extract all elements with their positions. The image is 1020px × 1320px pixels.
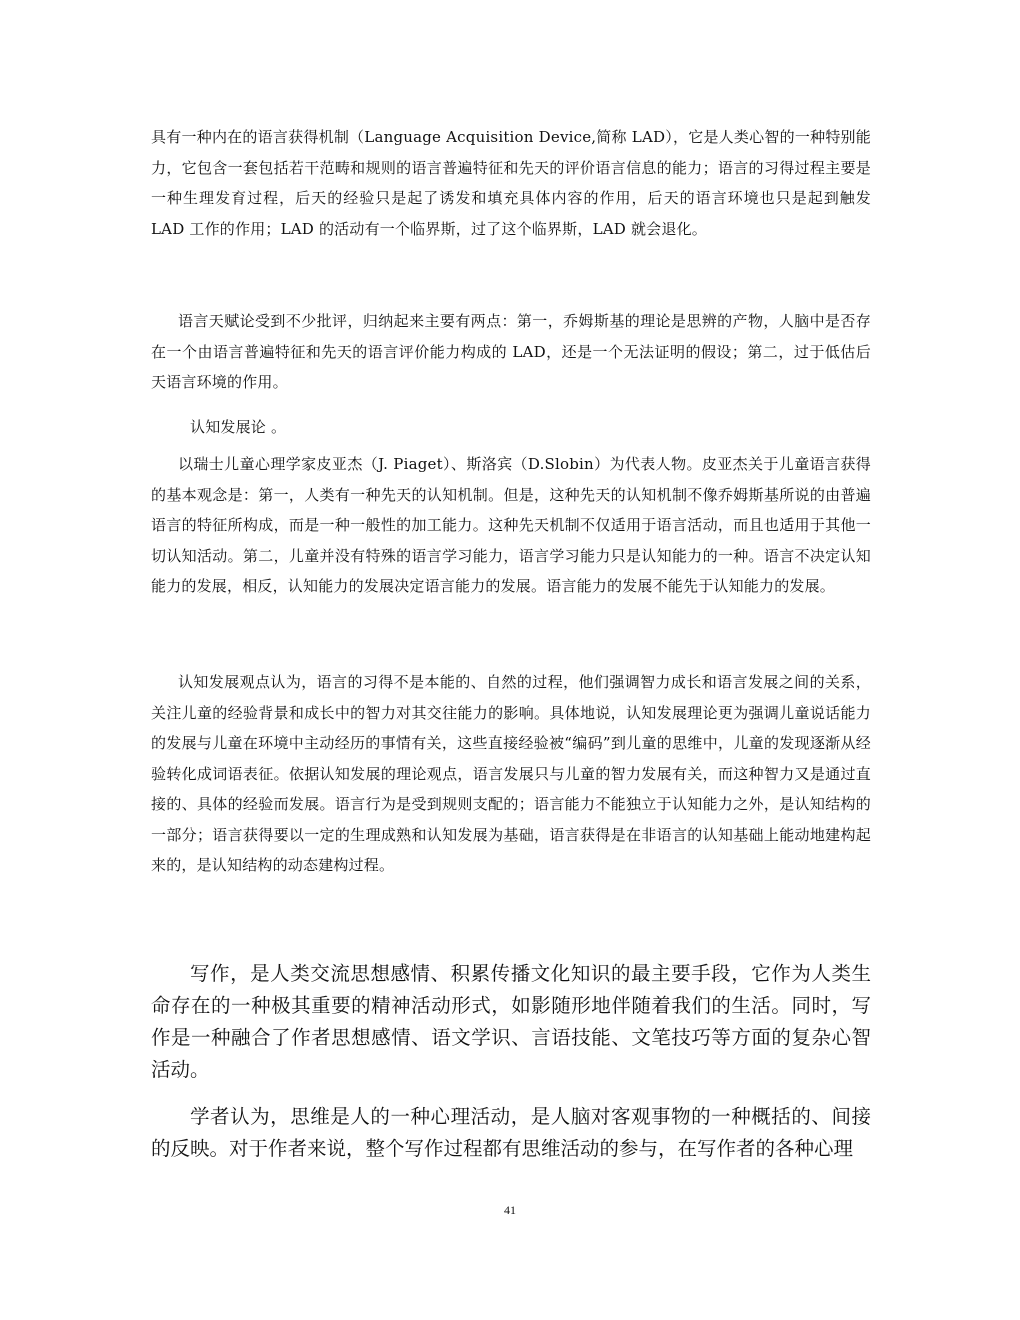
paragraph-text: 语言天赋论受到不少批评，归纳起来主要有两点：第一，乔姆斯基的理论是思辨的产物，人脑中是否存在一个由语言普遍特征和先天的语言评价能力构成的 LAD，还是一个无法证明的假设；第二，过于低估后天语言环境的作用。 (151, 312, 871, 391)
paragraph-piaget (151, 449, 871, 602)
section-heading-cognitive-development (151, 412, 871, 443)
paragraph-text: 写作，是人类交流思想感情、积累传播文化知识的最主要手段，它作为人类生命存在的一种极其重要的精神活动形式，如影随形地伴随着我们的生活。同时，写作是一种融合了作者思想感情、语文学识、言语技能、文笔技巧等方面的复杂心智活动。 (151, 962, 871, 1081)
page-number: 41 (504, 1203, 516, 1217)
paragraph-text: 以瑞士儿童心理学家皮亚杰（J. Piaget）、斯洛宾（D.Slobin）为代表人物。皮亚杰关于儿童语言获得的基本观念是：第一，人类有一种先天的认知机制。但是，这种先天的认知机制不像乔姆斯基所说的由普遍语言的特征所构成，而是一种一般性的加工能力。这种先天机制不仅适用于语言活动，而且也适用于其他一切认知活动。第二，儿童并没有特殊的语言学习能力，语言学习能力只是认知能力的一种。语言不决定认知能力的发展，相反，认知能力的发展决定语言能力的发展。语言能力的发展不能先于认知能力的发展。 (151, 455, 871, 595)
paragraph-text: 学者认为，思维是人的一种心理活动，是人脑对客观事物的一种概括的、间接的反映。对于作者来说，整个写作过程都有思维活动的参与，在写作者的各种心理 (151, 1105, 871, 1160)
paragraph-criticism (151, 306, 871, 398)
paragraph-text: 认知发展观点认为，语言的习得不是本能的、自然的过程，他们强调智力成长和语言发展之间的关系，关注儿童的经验背景和成长中的智力对其交往能力的影响。具体地说，认知发展理论更为强调儿童说话能力的发展与儿童在环境中主动经历的事情有关，这些直接经验被“编码”到儿童的思维中，儿童的发现逐渐从经验转化成词语表征。依据认知发展的理论观点，语言发展只与儿童的智力发展有关，而这种智力又是通过直接的、具体的经验而发展。语言行为是受到规则支配的；语言能力不能独立于认知能力之外，是认知结构的一部分；语言获得要以一定的生理成熟和认知发展为基础，语言获得是在非语言的认知基础上能动地建构起来的，是认知结构的动态建构过程。 (151, 673, 871, 874)
paragraph-thinking (151, 1101, 871, 1165)
paragraph-cognitive-view (151, 667, 871, 881)
paragraph-lad-definition (151, 122, 871, 244)
heading-text: 认知发展论 。 (190, 418, 287, 436)
paragraph-writing (151, 958, 871, 1086)
paragraph-text: 具有一种内在的语言获得机制（Language Acquisition Device,简称 LAD），它是人类心智的一种特别能力，它包含一套包括若干范畴和规则的语言普遍特征和先天的评价语言信息的能力；语言的习得过程主要是一种生理发育过程，后天的经验只是起了诱发和填充具体内容的作用，后天的语言环境也只是起到触发 LAD 工作的作用；LAD 的活动有一个临界斯，过了这个临界斯，LAD 就会退化。 (151, 128, 871, 238)
